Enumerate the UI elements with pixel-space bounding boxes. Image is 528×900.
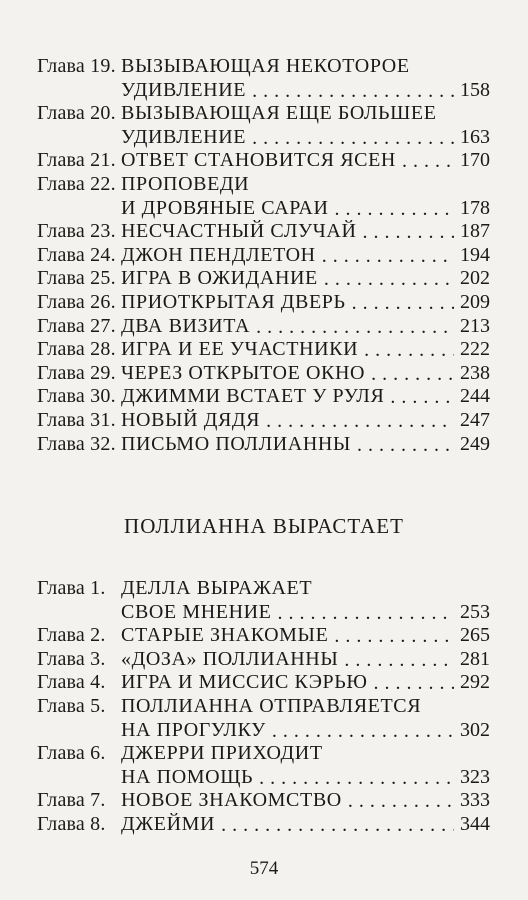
chapter-title: ИГРА И ЕЕ УЧАСТНИКИ [121, 338, 359, 361]
dot-leader [252, 126, 454, 146]
toc-title-with-leader [121, 148, 490, 172]
dot-leader [278, 601, 455, 621]
chapter-title: ИГРА И МИССИС КЭРЬЮ [121, 671, 368, 694]
dot-leader [266, 409, 454, 429]
toc-title-with-leader [121, 812, 490, 836]
toc-title-with-leader [121, 647, 490, 671]
chapter-label: Глава 23. [37, 220, 116, 243]
chapter-label: Глава 20. [37, 102, 116, 125]
toc-entry [37, 125, 490, 149]
toc-entry [37, 314, 490, 338]
toc-entry [37, 812, 490, 836]
toc-entry [37, 243, 490, 267]
toc-entry [37, 623, 490, 647]
toc-entry-line [37, 54, 490, 78]
page-ref: 281 [460, 647, 490, 670]
toc-title-with-leader [121, 78, 490, 102]
section-heading: ПОЛЛИАННА ВЫРАСТАЕТ [124, 514, 404, 538]
toc-title-with-leader [121, 384, 490, 408]
page-ref: 194 [460, 243, 490, 266]
page-ref: 178 [460, 196, 490, 219]
chapter-title: ПОЛЛИАННА ОТПРАВЛЯЕТСЯ [121, 695, 422, 717]
dot-leader [221, 813, 454, 833]
toc-entry-line [37, 694, 490, 718]
chapter-label: Глава 21. [37, 149, 116, 172]
dot-leader [324, 267, 454, 287]
dot-leader [252, 79, 454, 99]
chapter-title: ИГРА В ОЖИДАНИЕ [121, 267, 318, 290]
toc-entry-line [37, 101, 490, 125]
chapter-title: НОВЫЙ ДЯДЯ [121, 409, 261, 431]
chapter-title: ПРИОТКРЫТАЯ ДВЕРЬ [121, 291, 346, 313]
page-ref: 209 [460, 291, 490, 313]
dot-leader [259, 766, 454, 786]
dot-leader [374, 671, 455, 691]
page-ref: 202 [460, 267, 490, 290]
chapter-label: Глава 27. [37, 314, 116, 337]
chapter-title: ДЖИММИ ВСТАЕТ У РУЛЯ [121, 385, 385, 408]
chapter-label: Глава 2. [37, 624, 106, 647]
toc-title-with-leader [121, 361, 490, 385]
chapter-title: ДЖЕЙМИ [121, 813, 216, 835]
toc-title-with-leader [121, 290, 490, 314]
toc-entry [37, 337, 490, 361]
chapter-title: НЕСЧАСТНЫЙ СЛУЧАЙ [121, 220, 357, 243]
toc-title-with-leader [121, 718, 490, 742]
chapter-title: СТАРЫЕ ЗНАКОМЫЕ [121, 624, 329, 647]
chapter-label: Глава 4. [37, 671, 106, 694]
toc-entry-line [37, 576, 490, 600]
page-ref: 187 [460, 220, 490, 243]
page-ref: 170 [460, 149, 490, 172]
toc-entry [37, 408, 490, 432]
dot-leader [348, 789, 454, 809]
chapter-label: Глава 8. [37, 813, 106, 835]
chapter-label: Глава 6. [37, 742, 106, 765]
chapter-label: Глава 29. [37, 361, 116, 384]
dot-leader [322, 244, 454, 264]
toc-title-with-leader [121, 125, 490, 149]
chapter-label: Глава 5. [37, 695, 106, 717]
chapter-label: Глава 28. [37, 338, 116, 361]
chapter-label: Глава 24. [37, 243, 116, 266]
chapter-title: ДВА ВИЗИТА [121, 314, 251, 337]
chapter-label: Глава 26. [37, 291, 116, 313]
chapter-label: Глава 25. [37, 267, 116, 290]
page-ref: 247 [460, 409, 490, 431]
toc-title-with-leader [121, 600, 490, 624]
chapter-title: ДЕЛЛА ВЫРАЖАЕТ [121, 577, 313, 599]
page-ref: 163 [460, 125, 490, 148]
toc-entry [37, 718, 490, 742]
chapter-title: НОВОЕ ЗНАКОМСТВО [121, 789, 342, 812]
toc-title-with-leader [121, 243, 490, 267]
dot-leader [335, 197, 454, 217]
chapter-title: «ДОЗА» ПОЛЛИАННЫ [121, 647, 339, 670]
page-ref: 302 [460, 718, 490, 741]
page-number: 574 [249, 858, 279, 879]
dot-leader [362, 220, 454, 240]
chapter-label: Глава 31. [37, 409, 116, 431]
chapter-title: УДИВЛЕНИЕ [121, 125, 247, 148]
toc-title-with-leader [121, 219, 490, 243]
page-ref: 238 [460, 361, 490, 384]
page-ref: 244 [460, 385, 490, 408]
chapter-title: ПИСЬМО ПОЛЛИАННЫ [121, 432, 351, 455]
dot-leader [272, 719, 454, 739]
dot-leader [390, 385, 454, 405]
dot-leader [371, 362, 454, 382]
chapter-title: ЧЕРЕЗ ОТКРЫТОЕ ОКНО [121, 361, 366, 384]
dot-leader [334, 624, 454, 644]
dot-leader [256, 315, 454, 335]
dot-leader [352, 291, 454, 311]
chapter-title: НА ПОМОЩЬ [121, 765, 254, 788]
toc-title-with-leader [121, 765, 490, 789]
chapter-label: Глава 3. [37, 647, 106, 670]
toc-title-with-leader [121, 196, 490, 220]
toc-entry [37, 788, 490, 812]
dot-leader [344, 648, 454, 668]
chapter-label: Глава 22. [37, 173, 116, 195]
toc-title-with-leader [121, 266, 490, 290]
toc-entry [37, 196, 490, 220]
dot-leader [357, 433, 454, 453]
chapter-title: ДЖЕРРИ ПРИХОДИТ [121, 742, 323, 765]
toc-title-with-leader [121, 408, 490, 432]
toc-title-with-leader [121, 432, 490, 456]
toc-title-with-leader [121, 788, 490, 812]
page-ref: 344 [460, 813, 490, 835]
chapter-title: И ДРОВЯНЫЕ САРАИ [121, 196, 329, 219]
chapter-title: СВОЕ МНЕНИЕ [121, 600, 272, 623]
toc-entry [37, 290, 490, 314]
chapter-title: ВЫЗЫВАЮЩАЯ НЕКОТОРОЕ [121, 55, 410, 77]
page-ref: 158 [460, 78, 490, 101]
toc-entry [37, 384, 490, 408]
toc-entry [37, 361, 490, 385]
page-ref: 323 [460, 765, 490, 788]
chapter-title: ОТВЕТ СТАНОВИТСЯ ЯСЕН [121, 149, 396, 172]
chapter-title: ДЖОН ПЕНДЛЕТОН [121, 243, 316, 266]
toc-entry-line [37, 172, 490, 196]
toc-entry [37, 670, 490, 694]
page-ref: 265 [460, 624, 490, 647]
toc-entry [37, 78, 490, 102]
dot-leader [402, 149, 454, 169]
toc-entry [37, 600, 490, 624]
page-ref: 249 [460, 432, 490, 455]
page-ref: 292 [460, 671, 490, 694]
page-ref: 213 [460, 314, 490, 337]
chapter-label: Глава 7. [37, 789, 106, 812]
toc-entry [37, 148, 490, 172]
chapter-title: ВЫЗЫВАЮЩАЯ ЕЩЕ БОЛЬШЕЕ [121, 102, 437, 125]
dot-leader [364, 338, 454, 358]
chapter-label: Глава 32. [37, 432, 116, 455]
toc-entry [37, 266, 490, 290]
toc-entry-line [37, 741, 490, 765]
chapter-label: Глава 19. [37, 55, 116, 77]
toc-title-with-leader [121, 314, 490, 338]
toc-title-with-leader [121, 623, 490, 647]
chapter-title: УДИВЛЕНИЕ [121, 78, 247, 101]
page-ref: 333 [460, 789, 490, 812]
chapter-title: НА ПРОГУЛКУ [121, 718, 266, 741]
toc-entry [37, 432, 490, 456]
toc-entry [37, 765, 490, 789]
chapter-title: ПРОПОВЕДИ [121, 173, 250, 195]
page-ref: 253 [460, 600, 490, 623]
toc-entry [37, 647, 490, 671]
chapter-label: Глава 30. [37, 385, 116, 408]
toc-title-with-leader [121, 670, 490, 694]
toc-title-with-leader [121, 337, 490, 361]
chapter-label: Глава 1. [37, 577, 106, 599]
page-ref: 222 [460, 338, 490, 361]
toc-entry [37, 219, 490, 243]
